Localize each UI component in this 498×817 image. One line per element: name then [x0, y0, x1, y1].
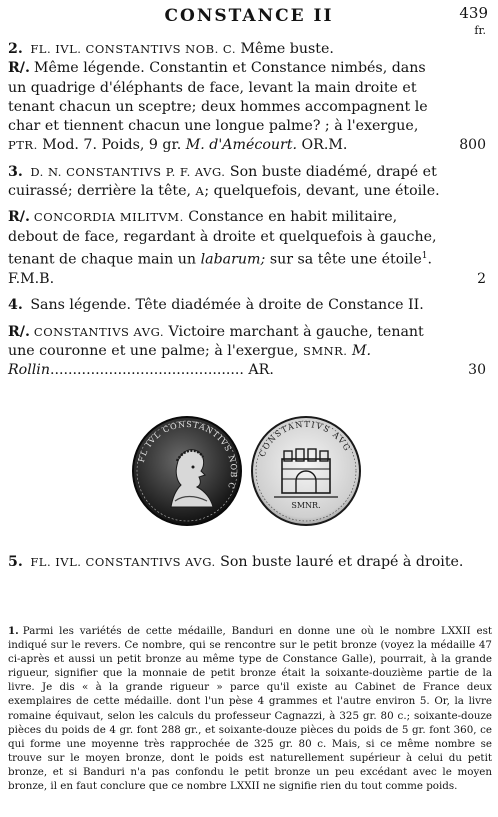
catalogue-entry-3-reverse: R/. CONCORDIA MILITVM. Constance en habit militaire, debout de face, regardant à droite et quelquefois à gauche, tenant de chaque main un labarum; sur sa tête une étoile$^1$. F.M.B. 2: [8, 208, 488, 289]
mint-mark: A: [195, 184, 205, 199]
reverse-description-tail: sur sa tête une étoile: [269, 251, 422, 268]
reverse-legend: CONSTANTIVS AVG.: [33, 324, 165, 339]
footnote-reference[interactable]: 1: [421, 250, 428, 261]
reverse-description: Même légende. Constantin et Constance nimbés, dans un quadrige d'éléphants de face, levant la main droite et tenant chacun un sceptre; deux hommes accompagnent le char et tiennent chacun une longue palme? ; à l'exergue,: [8, 60, 428, 135]
running-title: CONSTANCE II: [164, 6, 334, 26]
coin-illustrations: [0, 415, 498, 530]
price-unit-label: fr.: [474, 24, 486, 37]
metal-grade: AR.: [248, 362, 274, 379]
reverse-sign: R/.: [8, 209, 30, 226]
leader-dots: ...........................................: [49, 362, 244, 379]
catalogue-entry-5: [8, 553, 498, 572]
exergue-mark: PTR.: [8, 138, 38, 153]
entry-number: 4.: [8, 297, 23, 314]
catalogue-entry-2-reverse: [8, 59, 488, 155]
coin-obverse-legend: FL IVL CONSTANTIVS NOB C: [136, 419, 239, 491]
collection-owner: M. d'Amécourt.: [185, 137, 298, 154]
price-value: 2: [477, 271, 486, 287]
catalogue-entries: [8, 40, 488, 380]
catalogue-entry-4: [8, 296, 488, 315]
collection-owner: M. Rollin: [8, 342, 372, 379]
reverse-description: Victoire marchant à gauche, tenant une couronne et une palme; à l'exergue,: [8, 323, 424, 359]
entry-number: 5.: [8, 554, 23, 570]
coin-reverse-legend: CONSTANTIVS AVG: [257, 419, 353, 459]
footnote-number: 1.: [8, 625, 19, 637]
catalogue-entry-4-reverse: [8, 323, 488, 381]
footnote-text: Parmi les variétés de cette médaille, Banduri en donne une où le nombre LXXII est indiqué sur le revers. Ce nombre, qui se rencontre sur le petit bronze (voyez la médaille 47 ci-après et aussi un petit bronze au même type de Constance Galle), pourrait, à la grande rigueur, signifier que la monnaie de petit bronze était la soixante-douzième partie de la livre. Je dis « à la grande rigueur » parce qu'il existe au Cabinet de France deux exemplaires de cette médaille. dont l'un pèse 4 grammes et l'autre environ 5. Or, la livre romaine équivaut, selon les calculs du professeur Cagnazzi, à 325 gr. 80 c.; soixante-douze pièces du poids de 4 gr. font 288 gr., et soixante-douze pièces du poids de 5 gr. font 360, ce qui forme une moyenne très rapprochée de 325 gr. 80 c. Mais, si ce même nombre se trouve sur le moyen bronze, dont le poids est naturellement supérieur à celui du petit bronze, et si Banduri n'a pas confondu le petit bronze un peu excédant avec le moyen bronze, il en faut conclure que ce nombre LXXII ne signifie rien du tout comme poids.: [8, 625, 492, 793]
metal-grade: OR.M.: [301, 137, 348, 154]
obverse-description: Même buste.: [240, 41, 334, 57]
reverse-description: Constance en habit militaire, debout de face, regardant à droite et quelquefois à gauche, tenant de chaque main un: [8, 209, 437, 268]
entry-number: 3.: [8, 163, 23, 180]
obverse-description: Son buste lauré et drapé à droite.: [220, 554, 464, 570]
coin-exergue-mark: SMNR.: [291, 501, 321, 510]
footnote: [8, 624, 492, 793]
obverse-description: Son buste diadémé, drapé et cuirassé; derrière la tête,: [8, 163, 437, 200]
catalogue-entry-3: [8, 163, 488, 202]
exergue-mark: SMNR.: [302, 343, 348, 358]
page-number: 439: [459, 4, 488, 22]
obverse-legend: D. N. CONSTANTIVS P. F. AVG.: [30, 164, 226, 179]
reverse-legend: CONCORDIA MILITVM.: [33, 210, 184, 225]
obverse-description-tail: ; quelquefois, devant, une étoile.: [204, 183, 440, 200]
price-value: 800: [459, 137, 486, 154]
metal-grade: F.M.B.: [8, 271, 55, 287]
coin-reverse-image: [250, 415, 362, 527]
catalogue-entry-2: [8, 40, 488, 59]
labarum-term: labarum;: [200, 251, 266, 268]
entry-description: Sans légende. Tête diadémée à droite de Constance II.: [30, 297, 424, 314]
coin-obverse-image: [131, 415, 243, 527]
reverse-sign: R/.: [8, 323, 30, 340]
price-value: 30: [468, 362, 486, 379]
obverse-legend: FL. IVL. CONSTANTIVS NOB. C.: [30, 42, 236, 56]
obverse-legend: FL. IVL. CONSTANTIVS AVG.: [30, 555, 216, 569]
entry-details: Mod. 7. Poids, 9 gr.: [42, 137, 182, 154]
reverse-sign: R/.: [8, 60, 30, 77]
entry-number: 2.: [8, 41, 23, 57]
